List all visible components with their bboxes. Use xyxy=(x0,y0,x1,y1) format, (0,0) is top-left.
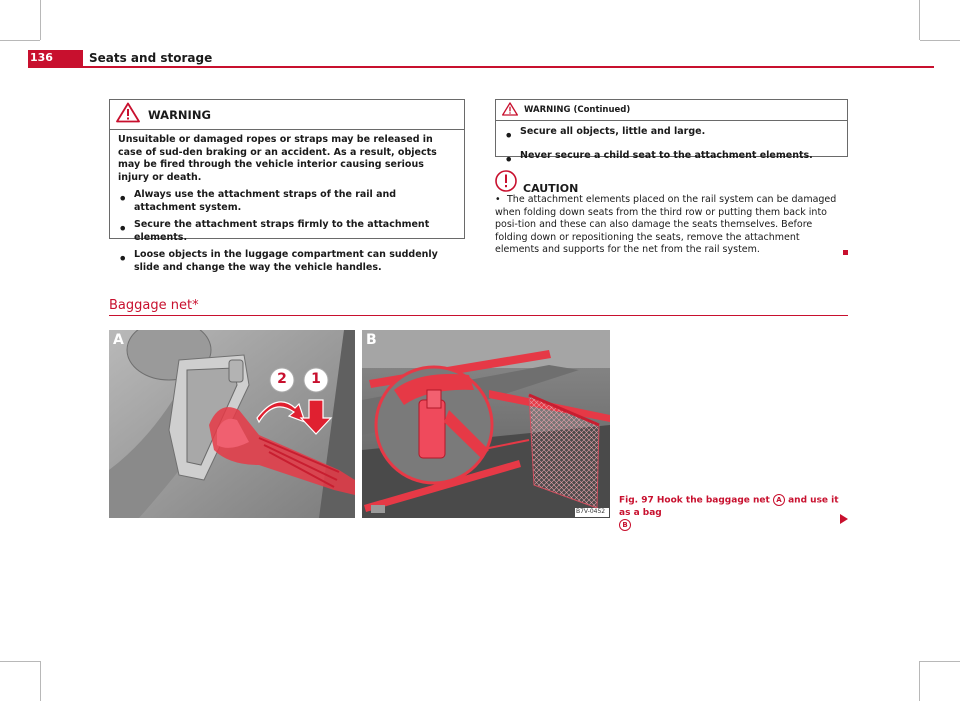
warning-continued-header xyxy=(496,100,847,121)
crop-mark xyxy=(40,0,41,40)
warning-bullet: Secure all objects, little and large. xyxy=(520,126,706,137)
list-item xyxy=(118,249,458,274)
figure-caption xyxy=(619,494,849,531)
step-1-label: 1 xyxy=(311,371,321,387)
warning-continued-title: WARNING (Continued) xyxy=(524,105,631,115)
list-item xyxy=(118,219,458,244)
panel-b-label: B xyxy=(366,332,377,348)
list-item xyxy=(504,126,841,145)
caption-text: and use it as a bag xyxy=(619,495,839,518)
warning-header xyxy=(110,100,464,130)
warning-triangle-icon xyxy=(502,101,518,120)
crop-mark xyxy=(919,0,920,40)
caution-text: The attachment elements placed on the rail system can be damaged when folding down seats from the third row or putting them back into posi-tion and these can also damage the seats themselves. Before folding down or repositioning the seats, remove the attachment elements and supports for the net from the rail system. xyxy=(495,194,837,256)
header-rule xyxy=(28,66,934,68)
warning-intro: Unsuitable or damaged ropes or straps may be released in case of sud-den braking or an accident. As a result, objects may be fired through the vehicle interior causing serious injury or death. xyxy=(118,134,437,183)
warning-title: WARNING xyxy=(148,107,211,122)
crop-mark xyxy=(0,661,40,662)
caution-title: CAUTION xyxy=(523,181,579,195)
ref-b-badge: B xyxy=(619,519,631,531)
figure-97 xyxy=(109,330,610,518)
ref-a-badge: A xyxy=(773,494,785,506)
warning-continued-box xyxy=(495,99,848,169)
warning-bullet: Loose objects in the luggage compartment can suddenly slide and change the way the vehicle handles. xyxy=(134,249,438,273)
figure-illustration xyxy=(109,330,610,518)
crop-mark xyxy=(920,661,960,662)
bullet-icon: • xyxy=(118,189,128,208)
next-page-arrow-icon xyxy=(840,509,848,528)
crop-mark xyxy=(919,661,920,701)
panel-a-illustration xyxy=(109,330,355,518)
caption-text: Fig. 97 Hook the baggage net xyxy=(619,495,770,506)
crop-mark xyxy=(40,661,41,701)
bullet-icon: • xyxy=(118,219,128,238)
caution-exclamation-icon xyxy=(495,170,517,196)
bullet-icon: • xyxy=(504,150,514,169)
list-item xyxy=(118,189,458,214)
figure-code: B7V-0452 xyxy=(576,508,606,515)
end-square-icon xyxy=(843,250,848,255)
panel-b-illustration xyxy=(362,330,610,518)
step-2-label: 2 xyxy=(277,371,287,387)
warning-bullet: Never secure a child seat to the attachment elements. xyxy=(520,150,813,161)
bullet-icon: • xyxy=(504,126,514,145)
section-title: Seats and storage xyxy=(89,51,213,65)
caution-header xyxy=(495,170,578,196)
page-number: 136 xyxy=(28,50,83,66)
panel-a-label: A xyxy=(113,332,124,348)
warning-bullet: Always use the attachment straps of the rail and attachment system. xyxy=(134,189,397,213)
section-heading: Baggage net* xyxy=(109,298,199,313)
warning-triangle-icon xyxy=(116,102,140,127)
warning-bullet: Secure the attachment straps firmly to the attachment elements. xyxy=(134,219,430,243)
bullet-icon: • xyxy=(495,194,501,205)
crop-mark xyxy=(920,40,960,41)
list-item xyxy=(504,150,841,169)
crop-mark xyxy=(0,40,40,41)
heading-rule xyxy=(109,315,848,316)
bullet-icon: • xyxy=(118,249,128,268)
warning-box xyxy=(109,99,465,273)
caution-text-block xyxy=(495,194,845,257)
